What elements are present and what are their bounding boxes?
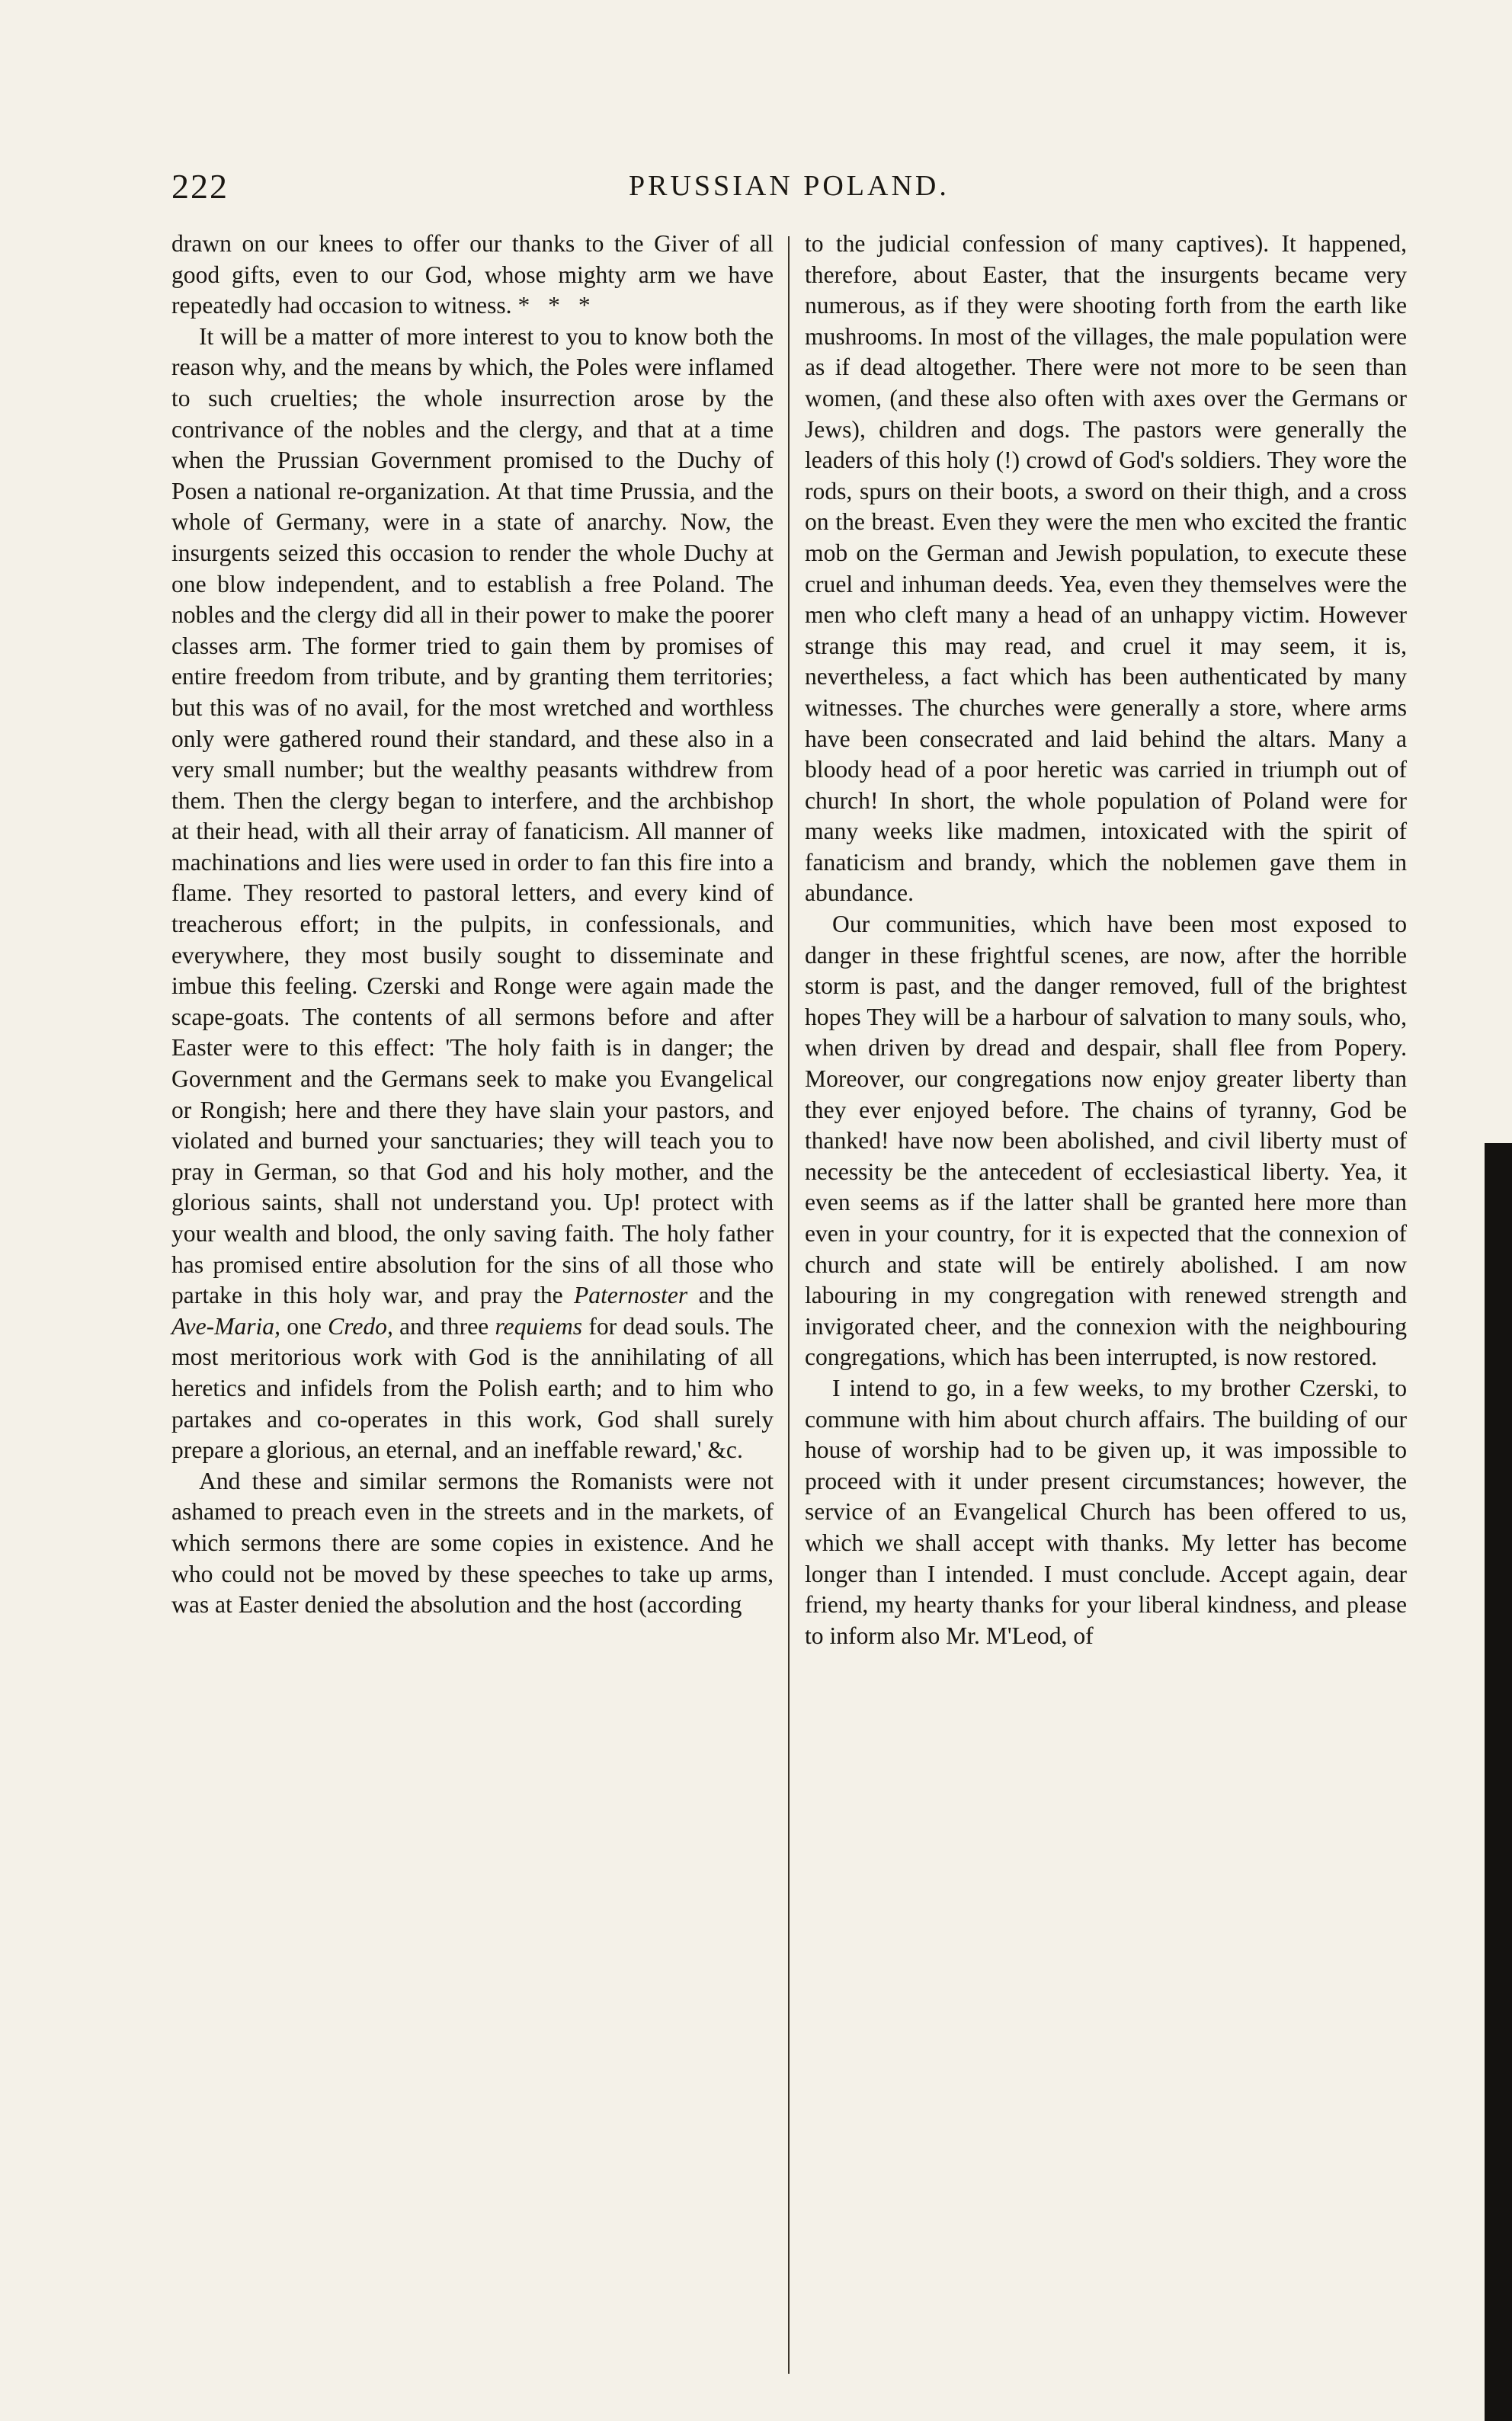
paragraph-text: It will be a matter of more interest to you to know both the reason why, and the means by which, the Poles were inflamed to such cruelties; the whole insurrection arose by the contrivance of the nobles and the clergy, and that at a time when the Prussian Government promised to the Duchy of Posen a national re-organization. At that time Prussia, and the whole of Germany, were in a state of anarchy. Now, the insurgents seized this occasion to render the whole Duchy at one blow independent, and to establish a free Poland. The nobles and the clergy did all in their power to make the poorer classes arm. The former tried to gain them by promises of entire freedom from tribute, and by granting them territories; but this was of no avail, for the most wretched and worthless only were gathered round their standard, and these also in a very small number; but the wealthy peasants withdrew from them. Then the clergy began to interfere, and the archbishop at their head, with all their array of fanaticism. All manner of machinations and lies were used in order to fan this fire into a flame. They resorted to pastoral letters, and every kind of treacherous effort; in the pulpits, in confessionals, and everywhere, they most busily sought to disseminate and imbue this feeling. Czerski and Ronge were again made the scape-goats. The contents of all sermons before and after Easter were to this effect: 'The holy faith is in danger; the Government and the Germans seek to make you Evangelical or Rongish; here and there they have slain your pastors, and violated and burned your sanctuaries; they will teach you to pray in German, so that God and his holy mother, and the glorious saints, shall not understand you. Up! protect with your wealth and blood, the only saving faith. The holy father has promised entire absolution for the sins of all those who partake in this holy war, and pray the: [171, 322, 774, 1309]
right-column: [805, 229, 1407, 1651]
page-header: [171, 166, 1421, 204]
paragraph-text: drawn on our knees to offer our thanks to the Giver of all good gifts, even to our God, whose mighty arm we have repeatedly had occasion to witness.: [171, 230, 774, 319]
paragraph-text: and the: [698, 1282, 774, 1309]
column-divider: [788, 236, 790, 2374]
paragraph-text: for dead souls. The most meritorious work with God is the annihilating of all heretics and infidels from the Polish earth; and to him who partakes and co-operates in this work, God shall surely prepare a glorious, an eternal, and an ineffable reward,' &c.: [171, 1312, 774, 1464]
running-head: PRUSSIAN POLAND.: [629, 170, 950, 202]
paragraph: Our communities, which have been most exposed to danger in these frightful scenes, are now, after the horrible storm is past, and the danger removed, full of the brightest hopes They will be a harbour of salvation to many souls, who, when driven by dread and despair, shall flee from Popery. Moreover, our congregations now enjoy greater liberty than they ever enjoyed before. The chains of tyranny, God be thanked! have now been abolished, and civil liberty must of necessity be the antecedent of ecclesiastical liberty. Yea, it even seems as if the latter shall be granted here more than even in your country, for it is expected that the connexion of church and state will be entirely abolished. I am now labouring in my congregation with renewed strength and invigorated cheer, and the connexion with the neighbouring congregations, which has been interrupted, is now restored.: [805, 911, 1407, 1371]
italic-term: requiems: [495, 1312, 583, 1340]
italic-term: Credo,: [328, 1312, 393, 1340]
left-column: [171, 229, 774, 1621]
paragraph: [171, 229, 774, 322]
paragraph: And these and similar sermons the Romanists were not ashamed to preach even in the streets and in the markets, of which sermons there are some copies in existence. And he who could not be moved by these speeches to take up arms, was at Easter denied the absolution and the host (according: [171, 1467, 774, 1619]
paragraph: I intend to go, in a few weeks, to my brother Czerski, to commune with him about church affairs. The building of our house of worship had to be given up, it was impossible to proceed with it under present circumstances; however, the service of an Evangelical Church has been offered to us, which we shall accept with thanks. My letter has become longer than I intended. I must conclude. Accept again, dear friend, my hearty thanks for your liberal kindness, and please to inform also Mr. M'Leod, of: [805, 1374, 1407, 1649]
paragraph: to the judicial confession of many captives). It happened, therefore, about Easter, that the insurgents became very numerous, as if they were shooting forth from the earth like mushrooms. In most of the villages, the male population were as if dead altogether. There were not more to be seen than women, (and these also often with axes over the Germans or Jews), children and dogs. The pastors were generally the leaders of this holy (!) crowd of God's soldiers. They wore the rods, spurs on their boots, a sword on their thigh, and a cross on the breast. Even they were the men who excited the frantic mob on the German and Jewish population, to execute these cruel and inhuman deeds. Yea, even they themselves were the men who cleft many a head of an unhappy victim. However strange this may read, and cruel it may seem, it is, nevertheless, a fact which has been authenticated by many witnesses. The churches were generally a store, where arms have been consecrated and laid behind the altars. Many a bloody head of a poor heretic was carried in triumph out of church! In short, the whole population of Poland were for many weeks like madmen, intoxicated with the spirit of fanaticism and brandy, which the noblemen gave them in abundance.: [805, 230, 1407, 907]
paragraph-text: one: [287, 1312, 322, 1340]
scan-edge-shadow: [1485, 1143, 1512, 2421]
italic-term: Paternoster: [574, 1282, 688, 1309]
page-number: 222: [171, 167, 229, 206]
italic-term: Ave-Maria,: [171, 1312, 281, 1340]
section-break-asterisks: * * *: [517, 292, 597, 319]
paragraph-text: and three: [399, 1312, 489, 1340]
paragraph: [171, 322, 774, 1466]
